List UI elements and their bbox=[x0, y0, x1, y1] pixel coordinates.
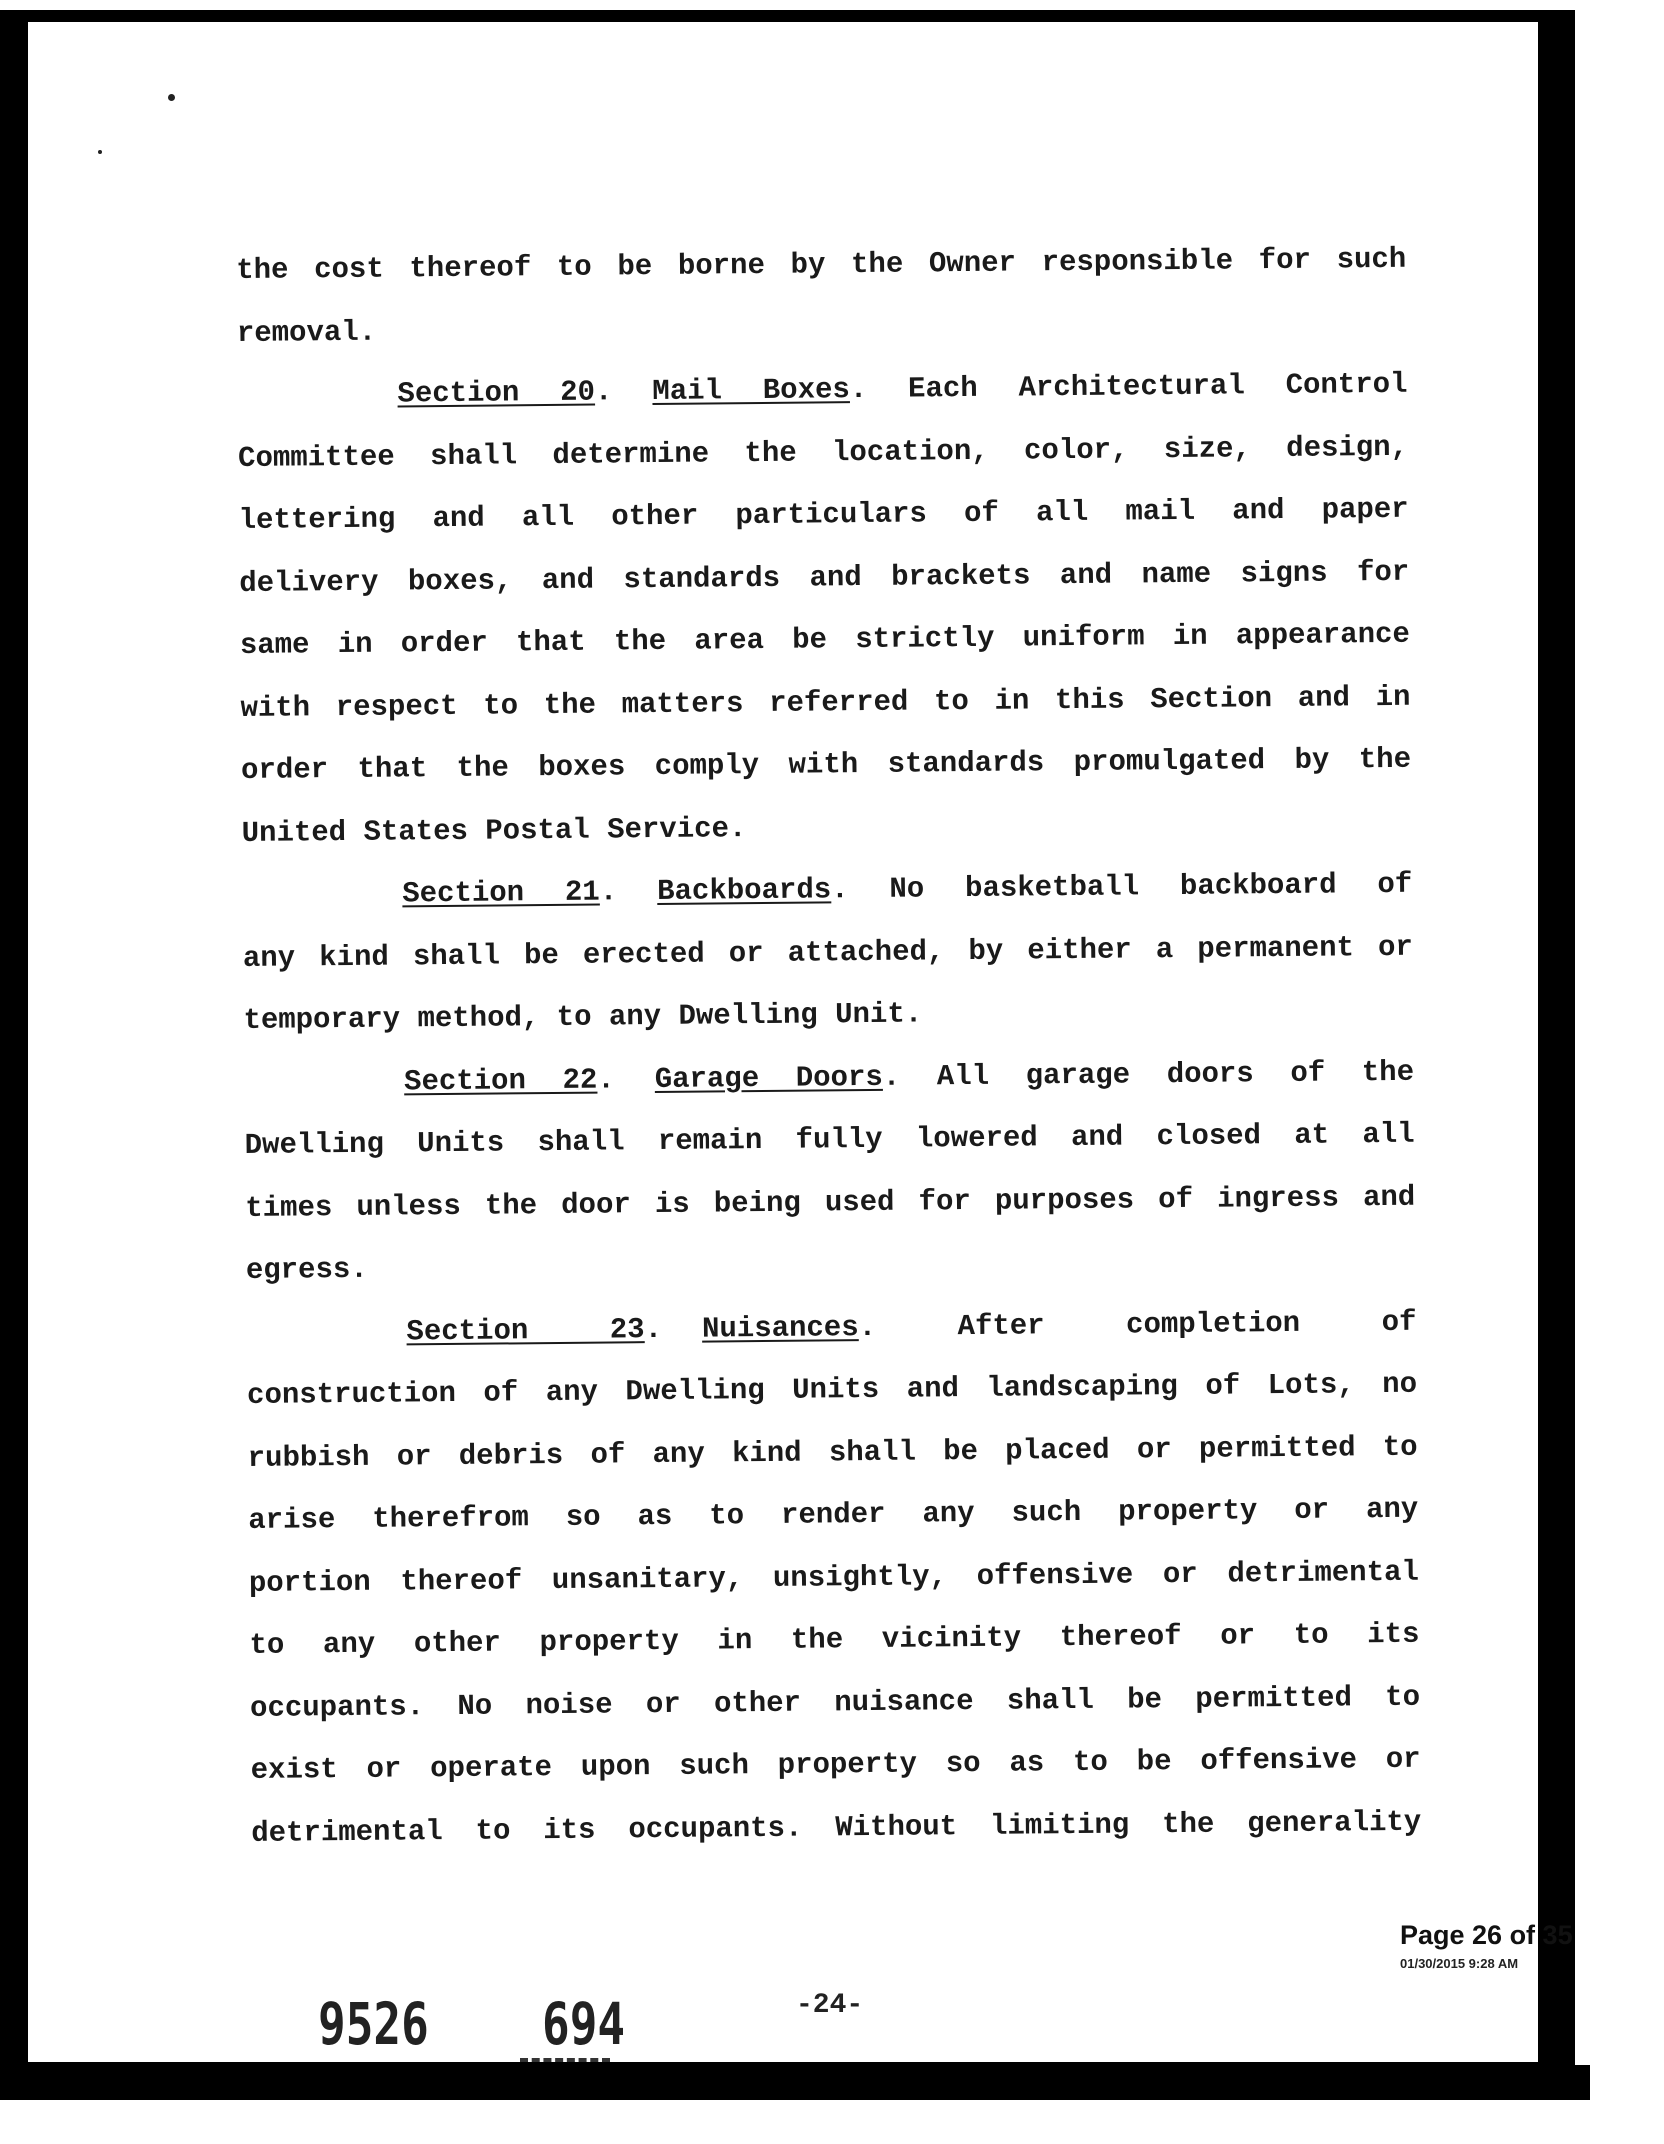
text-line: delivery boxes, and standards and brackets and name signs for bbox=[239, 555, 1410, 600]
section-text: No basketball backboard of bbox=[889, 867, 1413, 906]
section-number: Section 22 bbox=[403, 1063, 598, 1098]
scan-margin-bottom bbox=[0, 2100, 1664, 2144]
section-heading-line: Section 20. Mail Boxes. Each Architectural Control bbox=[397, 367, 1408, 411]
text-line: detrimental to its occupants. Without limiting the generality bbox=[251, 1805, 1422, 1850]
text-line: egress. bbox=[245, 1252, 368, 1287]
section-number: Section 23 bbox=[406, 1312, 645, 1348]
page-folio: -24- bbox=[796, 1990, 864, 2021]
text-line: arise therefrom so as to render any such property or any bbox=[248, 1492, 1419, 1537]
section-text: Each Architectural Control bbox=[907, 367, 1408, 406]
text-line: exist or operate upon such property so as to be offensive or bbox=[250, 1742, 1421, 1787]
document-body bbox=[236, 229, 1422, 1865]
section-title: Nuisances bbox=[701, 1310, 859, 1346]
text-line: the cost thereof to be borne by the Owner responsible for such bbox=[236, 242, 1407, 287]
section-text: After completion of bbox=[957, 1305, 1417, 1343]
text-line: United States Postal Service. bbox=[241, 811, 747, 850]
text-line: construction of any Dwelling Units and landscaping of Lots, no bbox=[246, 1367, 1418, 1412]
text-line: to any other property in the vicinity thereof or to its bbox=[249, 1617, 1420, 1662]
text-line: with respect to the matters referred to in this Section and in bbox=[240, 680, 1411, 725]
book-number: 9526 bbox=[318, 1990, 429, 2058]
text-line: occupants. No noise or other nuisance shall be permitted to bbox=[249, 1680, 1421, 1725]
text-line: Dwelling Units shall remain fully lowered and closed at all bbox=[244, 1117, 1415, 1162]
text-line: same in order that the area be strictly uniform in appearance bbox=[239, 617, 1410, 662]
text-line: times unless the door is being used for purposes of ingress and bbox=[245, 1180, 1416, 1225]
text-line: temporary method, to any Dwelling Unit. bbox=[243, 997, 923, 1037]
scan-border-left bbox=[0, 10, 28, 2100]
text-line: lettering and all other particulars of all mail and paper bbox=[238, 492, 1409, 537]
section-number: Section 20 bbox=[397, 375, 596, 411]
section-title: Backboards bbox=[657, 873, 832, 908]
section-heading-line: Section 22. Garage Doors. All garage doors of the bbox=[403, 1055, 1415, 1098]
section-heading-line: Section 23. Nuisances. After completion of bbox=[406, 1305, 1417, 1348]
recording-timestamp: 01/30/2015 9:28 AM bbox=[1400, 1956, 1519, 1971]
text-line: order that the boxes comply with standards promulgated by the bbox=[240, 742, 1412, 787]
text-line: removal. bbox=[236, 315, 377, 350]
section-heading-line: Section 21. Backboards. No basketball backboard of bbox=[402, 867, 1413, 911]
scan-margin-right bbox=[1575, 0, 1664, 2144]
text-line: Committee shall determine the location, color, size, design, bbox=[237, 430, 1409, 475]
page-reference-number: 694 bbox=[542, 1990, 626, 2058]
scan-border-right bbox=[1540, 10, 1575, 2090]
text-line: rubbish or debris of any kind shall be placed or permitted to bbox=[247, 1430, 1418, 1475]
section-title: Garage Doors bbox=[654, 1060, 883, 1096]
scan-speck bbox=[168, 94, 175, 101]
page-count-label: Page 26 of 35 bbox=[1400, 1920, 1573, 1950]
section-title: Mail Boxes bbox=[652, 373, 850, 409]
text-line: portion thereof unsanitary, unsightly, offensive or detrimental bbox=[248, 1555, 1419, 1600]
scan-speck bbox=[98, 150, 102, 154]
section-number: Section 21 bbox=[402, 875, 600, 911]
page-reference-underline bbox=[520, 2058, 610, 2066]
text-line: any kind shall be erected or attached, by either a permanent or bbox=[242, 930, 1413, 975]
section-text: All garage doors of the bbox=[936, 1055, 1415, 1093]
scan-border-bottom bbox=[10, 2065, 1590, 2100]
